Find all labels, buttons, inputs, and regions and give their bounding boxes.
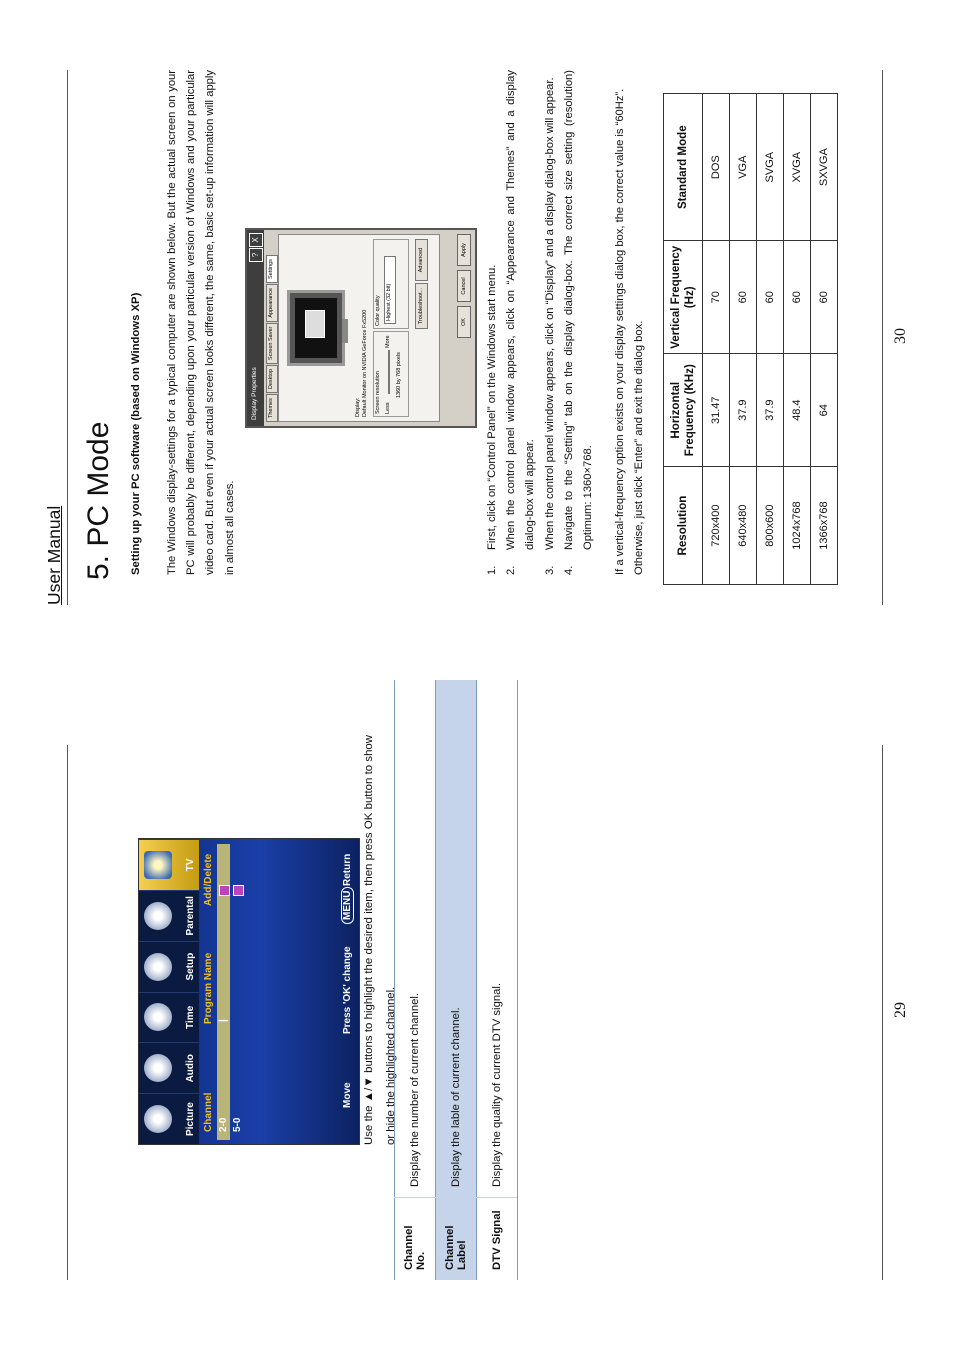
close-icon: X: [249, 233, 263, 247]
display-properties-dialog: [245, 228, 477, 428]
setup-steps: [483, 70, 598, 575]
color-quality-group: [373, 239, 409, 329]
tv-header-program-name: Program Name: [203, 952, 214, 1024]
tv-header-add-delete: Add/Delete: [203, 853, 214, 906]
definition-term: Channel No.: [395, 1198, 436, 1281]
table-cell: 70: [703, 241, 730, 354]
definition-row: [477, 680, 518, 1280]
top-rule-right: [67, 70, 68, 605]
definition-term: Channel Label: [436, 1198, 477, 1281]
definition-row: [395, 680, 436, 1280]
settings-panel: [278, 234, 440, 422]
monitor-stand: [342, 319, 348, 343]
table-header: Vertical Frequency (Hz): [664, 241, 703, 354]
ok-button: OK: [457, 306, 471, 338]
step-text: Navigate to the “Setting” tab on the display dialog-box. The correct size setting (resolution) Optimum: 1360×768.: [562, 70, 595, 550]
table-cell: VGA: [730, 94, 757, 241]
screen-resolution-label: Screen resolution: [375, 371, 381, 414]
intro-paragraph: The Windows display-settings for a typical computer are shown below. But the actual screen on your PC will probably be different, depending upon your particular version of Windows and your particular video card. But even if your actual screen looks different, the same, basic set-up information will apply in almost all cases.: [166, 70, 236, 575]
definition-text: Display the quality of current DTV signal.: [477, 680, 518, 1198]
tv-menu-footer: [337, 839, 359, 1144]
tv-header-channel: Channel: [203, 1092, 214, 1132]
tv-row-channel: 2-0: [218, 1117, 229, 1132]
tv-footer-change: Press 'OK' change: [342, 946, 353, 1034]
step-item: [541, 70, 560, 575]
tab-screen-saver: Screen Saver: [266, 323, 278, 364]
resolution-table: [663, 93, 838, 585]
step-item: [483, 70, 502, 575]
table-row: [811, 94, 838, 585]
table-cell: 1024x768: [784, 467, 811, 585]
advanced-button: Advanced: [415, 239, 428, 281]
table-row: [730, 94, 757, 585]
dialog-title: Display Properties: [251, 367, 258, 420]
step-number: 3.: [543, 565, 556, 575]
bottom-rule-left: [882, 745, 883, 1280]
dialog-tabs: [266, 254, 278, 422]
gear-icon: Setup: [139, 941, 199, 992]
definition-row: [436, 680, 477, 1280]
table-cell: 640x480: [730, 467, 757, 585]
display-label: Display:: [355, 397, 361, 417]
table-cell: 37.9: [730, 354, 757, 467]
color-quality-label: Color quality: [375, 295, 381, 326]
tab-appearance: Appearance: [266, 284, 278, 322]
table-header: Standard Mode: [664, 94, 703, 241]
step-item: [502, 70, 540, 575]
color-quality-select: [384, 256, 396, 324]
step-number: 2.: [505, 565, 518, 575]
table-row: [703, 94, 730, 585]
more-label: More: [385, 335, 391, 348]
less-label: Less: [385, 402, 391, 414]
tv-footer-move: Move: [342, 1082, 353, 1108]
audio-icon: Audio: [139, 1042, 199, 1093]
table-cell: SXVGA: [811, 94, 838, 241]
color-quality-value: Highest (32 bit): [386, 283, 392, 321]
definition-text: Display the lable of current channel.: [436, 680, 477, 1198]
cancel-button: Cancel: [457, 270, 471, 302]
apply-button: Apply: [457, 234, 471, 266]
table-header: Resolution: [664, 467, 703, 585]
clock-icon: Time: [139, 992, 199, 1043]
bottom-rule-right: [882, 70, 883, 605]
tv-menu-instructions: Use the ▲/▼ buttons to highlight the desired item, then press OK button to show or hide the highlighted channel.: [363, 735, 397, 1145]
tv-row-channel: 5-0: [232, 1117, 243, 1132]
table-cell: 1366x768: [811, 467, 838, 585]
definition-table: [394, 680, 518, 1280]
user-manual-header: User Manual: [44, 505, 64, 605]
definition-text: Display the number of current channel.: [395, 680, 436, 1198]
tv-footer-menu: MENU: [341, 887, 354, 924]
table-cell: 64: [811, 354, 838, 467]
tab-desktop: Desktop: [266, 365, 278, 393]
table-cell: 720x400: [703, 467, 730, 585]
step-number: 4.: [562, 565, 575, 575]
lock-icon: Parental: [139, 890, 199, 941]
resolution-value: 1360 by 768 pixels: [396, 352, 402, 398]
monitor-icon: [287, 290, 345, 366]
section-subtitle: Setting up your PC software (based on Windows XP): [130, 292, 142, 575]
tv-footer-return: Return: [342, 853, 353, 886]
troubleshoot-button: Troubleshoot...: [415, 283, 428, 329]
table-cell: 60: [757, 241, 784, 354]
table-cell: 31.47: [703, 354, 730, 467]
table-cell: 60: [730, 241, 757, 354]
table-cell: XVGA: [784, 94, 811, 241]
table-header: Horizontal Frequency (KHz): [664, 354, 703, 467]
table-cell: 60: [784, 241, 811, 354]
tv-add-check-1: [219, 885, 230, 896]
table-cell: 800x600: [757, 467, 784, 585]
table-cell: SVGA: [757, 94, 784, 241]
table-header-row: [664, 94, 703, 585]
step-text: When the control panel window appears, click on “Display” and a display dialog-box will appear.: [543, 77, 556, 550]
table-row: [784, 94, 811, 585]
table-row: [757, 94, 784, 585]
picture-icon: Picture: [139, 1093, 199, 1144]
page-number-right: 30: [892, 328, 909, 344]
tab-settings: Settings: [266, 255, 278, 283]
top-rule-left: [67, 745, 68, 1280]
tv-channel-menu-screenshot: [138, 838, 360, 1145]
tab-themes: Themes: [266, 394, 278, 422]
table-cell: 60: [811, 241, 838, 354]
page-title: 5. PC Mode: [82, 421, 115, 580]
dialog-title-bar: [247, 230, 264, 426]
tv-icon: TV: [139, 839, 199, 890]
help-icon: ?: [249, 248, 263, 262]
table-cell: 37.9: [757, 354, 784, 467]
step-text: When the control panel window appears, click on “Appearance and Themes” and a display dialog-box will appear.: [505, 70, 537, 550]
step-text: First, click on “Control Panel” on the Windows start menu.: [486, 264, 498, 550]
table-cell: DOS: [703, 94, 730, 241]
resolution-slider: [388, 350, 390, 394]
tv-add-check-2: [233, 885, 244, 896]
page-number-left: 29: [892, 1002, 909, 1018]
display-value: Default Monitor on NVIDIA GeForce Fx5200: [362, 309, 368, 417]
step-number: 1.: [486, 565, 498, 575]
table-cell: 48.4: [784, 354, 811, 467]
tv-row-program: |: [218, 1019, 229, 1022]
tv-menu-icon-bar: [139, 839, 199, 1144]
screen-resolution-group: [373, 331, 409, 417]
step-item: [560, 70, 598, 575]
definition-term: DTV Signal: [477, 1198, 518, 1281]
frequency-note: If a vertical-frequency option exists on your display settings dialog box, the correct value is “60Hz”. Otherwise, just click “Enter” and exit the dialog box.: [614, 88, 646, 575]
